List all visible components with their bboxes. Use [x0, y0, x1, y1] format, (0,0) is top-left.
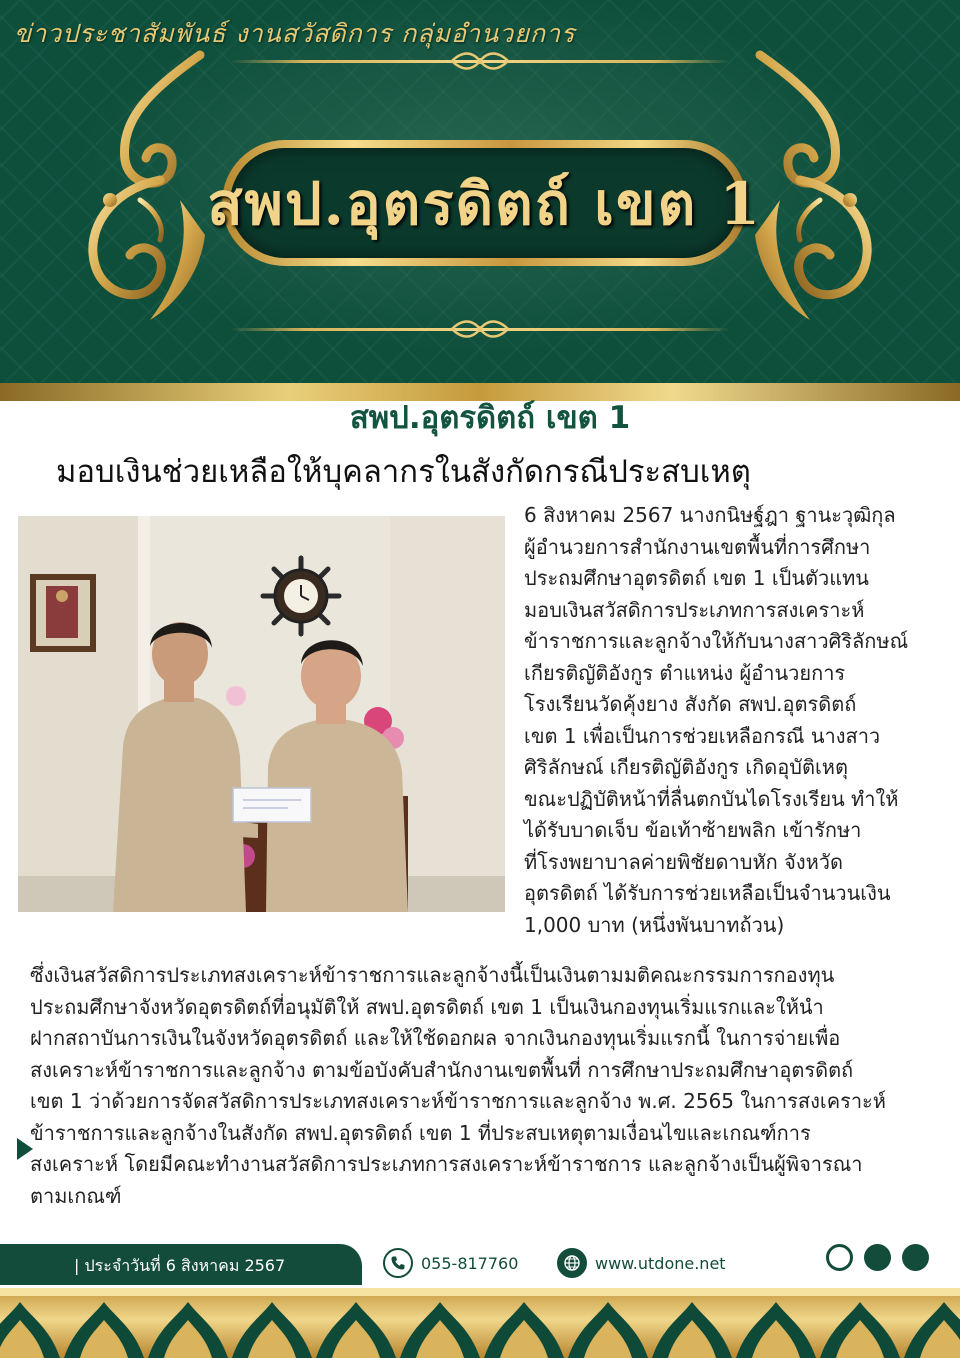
lead-line: ผู้อำนวยการสำนักงานเขตพื้นที่การศึกษา — [524, 534, 871, 559]
publish-date: | ประจำวันที่ 6 สิงหาคม 2567 — [74, 1256, 286, 1275]
scroll-ornament-icon — [448, 318, 512, 340]
lead-line: ศิริลักษณ์ เกียรติญัติอังกูร เกิดอุบัติเหตุ — [524, 755, 848, 779]
top-caption: ข่าวประชาสัมพันธ์ งานสวัสดิการ กลุ่มอำนวยการ — [14, 19, 576, 48]
right-flourish-icon — [750, 50, 880, 340]
header-banner — [0, 0, 960, 385]
globe-icon — [557, 1248, 587, 1278]
body-line: ตามเกณฑ์ — [30, 1183, 122, 1208]
lead-line: มอบเงินสวัสดิการประเภทการสงเคราะห์ — [524, 597, 865, 622]
lead-line: เกียรติญัติอังกูร ตำแหน่ง ผู้อำนวยการ — [524, 660, 846, 685]
website-url: www.utdone.net — [595, 1253, 726, 1273]
left-flourish-icon — [80, 50, 210, 340]
phone-icon — [383, 1248, 413, 1278]
dot-icon — [864, 1244, 891, 1271]
body-line: ประถมศึกษาจังหวัดอุตรดิตถ์ที่อนุมัติให้ สพป.อุตรดิตถ์ เขต 1 เป็นเงินกองทุนเริ่มแรกและให้นำ — [30, 994, 824, 1019]
lead-line: ประถมศึกษาอุตรดิตถ์ เขต 1 เป็นตัวแทน — [524, 566, 869, 590]
body-line: เขต 1 ว่าด้วยการจัดสวัสดิการประเภทสงเคราะห์ข้าราชการและลูกจ้าง พ.ศ. 2565 ในการสงเคราะห์ — [30, 1089, 886, 1113]
body-line: ข้าราชการและลูกจ้างในสังกัด สพป.อุตรดิตถ์ เขต 1 ที่ประสบเหตุตามเงื่อนไขและเกณฑ์การ — [30, 1120, 811, 1145]
footer-pattern-band — [0, 1288, 960, 1358]
lead-line: เขต 1 เพื่อเป็นการช่วยเหลือกรณี นางสาว — [524, 723, 881, 748]
lead-line: 1,000 บาท (หนึ่งพันบาทถ้วน) — [524, 912, 785, 937]
lead-line: อุตรดิตถ์ ได้รับการช่วยเหลือเป็นจำนวนเงิน — [524, 881, 891, 905]
banner-title: สพป.อุตรดิตถ์ เขต 1 — [207, 169, 762, 238]
body-line: ฝากสถาบันการเงินในจังหวัดอุตรดิตถ์ และให้ใช้ดอกผล จากเงินกองทุนเริ่มแรกนี้ ในการจ่ายเพื่อ — [30, 1026, 841, 1050]
lead-line: ที่โรงพยาบาลค่ายพิชัยดาบหัก จังหวัด — [524, 849, 844, 874]
dot-icon — [826, 1244, 853, 1271]
dot-icon — [902, 1244, 929, 1271]
phone-contact[interactable] — [383, 1246, 518, 1280]
banner-title-frame — [207, 140, 762, 266]
website-link[interactable] — [557, 1246, 726, 1280]
ceremony-photo — [18, 516, 505, 912]
lead-line: 6 สิงหาคม 2567 นางกนิษฐ์ฎา ฐานะวุฒิกุล — [524, 503, 896, 527]
body-line: ซึ่งเงินสวัสดิการประเภทสงเคราะห์ข้าราชการและลูกจ้างนี้เป็นเงินตามมติคณะกรรมการกองทุน — [30, 963, 835, 987]
phone-number: 055-817760 — [421, 1253, 519, 1273]
lead-paragraph — [524, 500, 952, 941]
body-paragraph — [30, 960, 954, 1212]
body-line: สงเคราะห์ โดยมีคณะทำงานสวัสดิการประเภทการสงเคราะห์ข้าราชการ และลูกจ้างเป็นผู้พิจารณา — [30, 1152, 863, 1176]
body-line: สงเคราะห์ข้าราชการและลูกจ้าง ตามข้อบังคับสำนักงานเขตพื้นที่ การศึกษาประถมศึกษาอุตรดิตถ์ — [30, 1057, 854, 1082]
lead-line: โรงเรียนวัดคุ้งยาง สังกัด สพป.อุตรดิตถ์ — [524, 692, 857, 716]
date-bar — [0, 1244, 362, 1285]
lead-line: ได้รับบาดเจ็บ ข้อเท้าซ้ายพลิก เข้ารักษา — [524, 818, 862, 842]
lead-line: ข้าราชการและลูกจ้างให้กับนางสาวศิริลักษณ์ — [524, 629, 909, 653]
lead-line: ขณะปฏิบัติหน้าที่ลื่นตกบันไดโรงเรียน ทำให้ — [524, 786, 899, 811]
decorative-dots — [826, 1244, 929, 1271]
headline-org: สพป.อุตรดิตถ์ เขต 1 — [349, 400, 631, 436]
headline-title: มอบเงินช่วยเหลือให้บุคลากรในสังกัดกรณีประสบเหตุ — [56, 454, 751, 490]
scroll-ornament-icon — [448, 50, 512, 72]
